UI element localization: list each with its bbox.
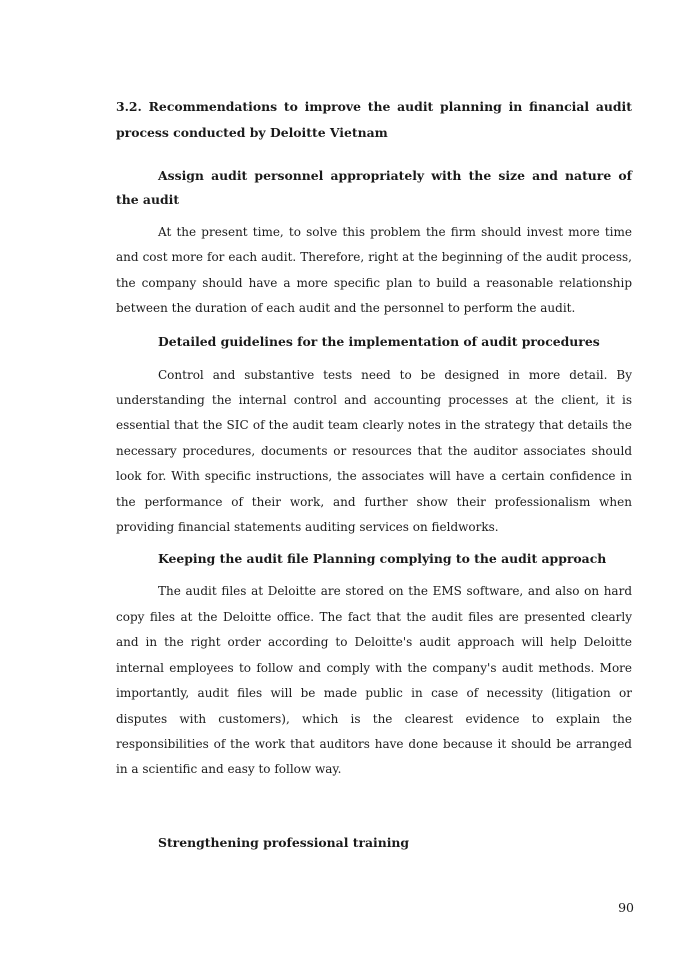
- subsection-body-audit-file-planning: The audit files at Deloitte are stored on the EMS software, and also on hard copy files at the Deloitte office. The fact that the audit files are presented clearly and in the right order according to Deloitte's audit approach will help Deloitte internal employees to follow and comply with the company's audit methods. More importantly, audit files will be made public in case of necessity (litigation or disputes with customers), which is the clearest evidence to explain the responsibilities of the work that auditors have done because it should be arranged in a scientific and easy to follow way.: [116, 584, 632, 777]
- subsection-body-detailed-guidelines: Control and substantive tests need to be designed in more detail. By understanding the internal control and accounting processes at the client, it is essential that the SIC of the audit team clearly notes in the strategy that details the necessary procedures, documents or resources that the auditor associates should look for. With specific instructions, the associates will have a certain confidence in the performance of their work, and further show their professionalism when providing financial statements auditing services on fieldworks.: [116, 367, 632, 535]
- page-content: [116, 94, 632, 783]
- subsection-title-assign-personnel: Assign audit personnel appropriately with the size and nature of the audit: [116, 168, 632, 207]
- subsection-title-audit-file-planning: Keeping the audit file Planning complying to the audit approach: [158, 551, 607, 567]
- section-heading: 3.2. Recommendations to improve the audit planning in financial audit process conducted by Deloitte Vietnam: [116, 99, 632, 140]
- subsection-body-assign-personnel: At the present time, to solve this problem the firm should invest more time and cost more for each audit. Therefore, right at the beginning of the audit process, the company should have a more specific plan to build a reasonable relationship between the duration of each audit and the personnel to perform the audit.: [116, 225, 632, 316]
- subsection-title-professional-training: Strengthening professional training: [158, 835, 410, 850]
- subsection-title-detailed-guidelines: Detailed guidelines for the implementation of audit procedures: [158, 333, 600, 349]
- page-number: 90: [618, 900, 634, 915]
